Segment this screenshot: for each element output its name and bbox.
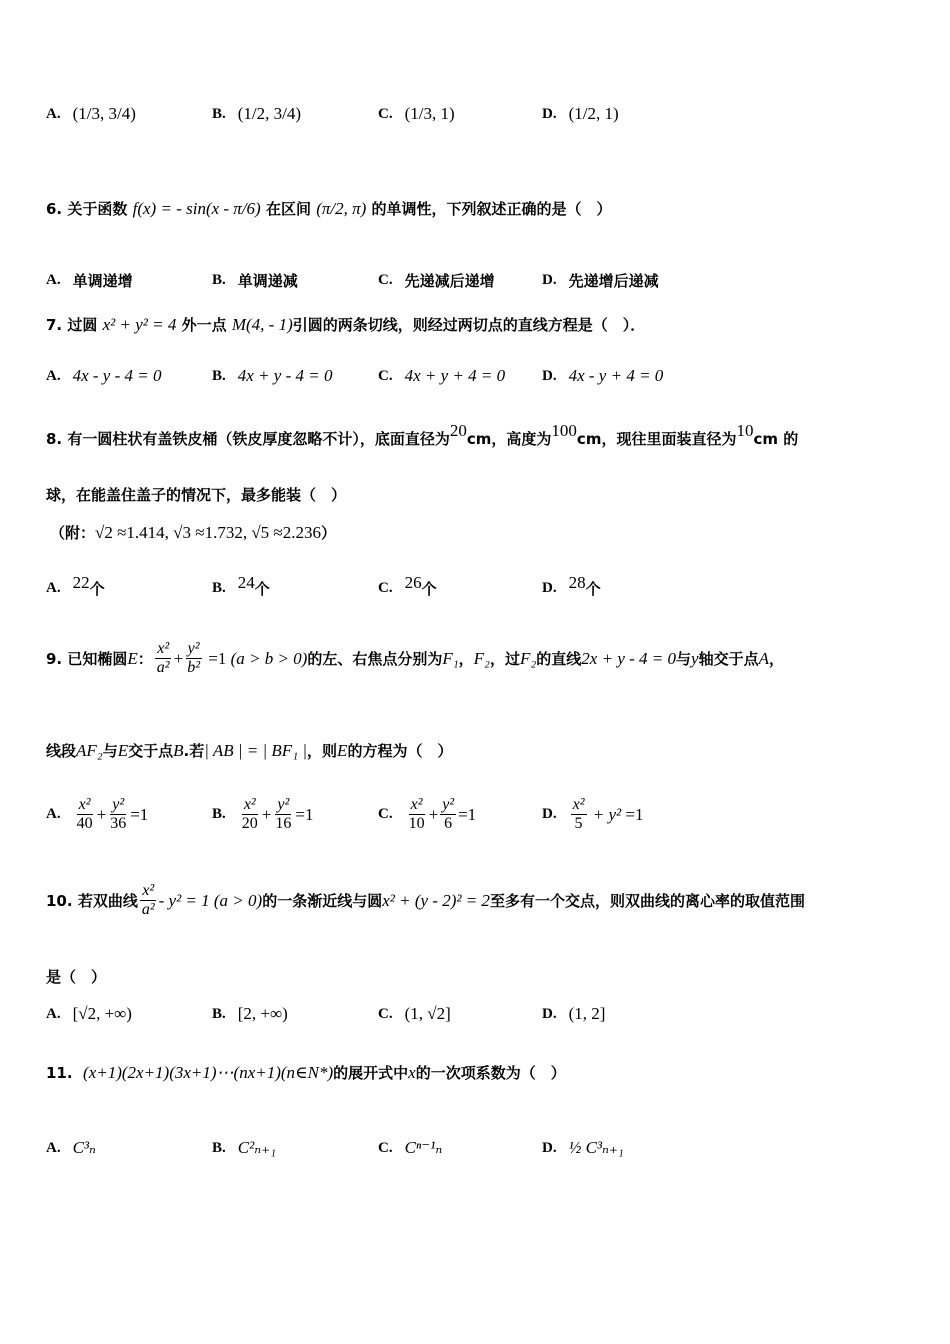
option-text: (1/3, 1) (404, 104, 455, 123)
q8-note-pre: （附： (50, 524, 96, 542)
question-11 (46, 1062, 566, 1083)
question-10 (46, 882, 805, 919)
q10-condition: - y² = 1 (a > 0) (158, 890, 263, 910)
option-frac-x: $\frac{\text{x²}}{5}$ (572, 796, 585, 832)
q9-text: ： (137, 650, 153, 668)
q8-text: cm，高度为 (466, 430, 552, 448)
q9-text: 线段 (46, 742, 77, 760)
q5-option-d (542, 104, 619, 124)
q9-text: 已知椭圆 (67, 650, 128, 668)
option-text: (1, √2] (404, 1004, 451, 1023)
q10-text: 至多有一个交点，则双曲线的离心率的取值范围 (489, 892, 805, 910)
q9-ellipse-name: E (117, 740, 129, 760)
option-denom-a: 40 (76, 815, 93, 832)
option-unit: 个 (89, 580, 105, 598)
q8-text: 球，在能盖住盖子的情况下，最多能装（ ） (46, 486, 347, 504)
option-text: 4x + y + 4 = 0 (404, 366, 506, 385)
q10-text: 若双曲线 (77, 892, 138, 910)
option-label: D. (542, 1005, 557, 1022)
option-label: D. (542, 105, 557, 122)
q9-condition: (a > b > 0) (230, 648, 308, 668)
option-text: 4x - y - 4 = 0 (72, 366, 162, 385)
question-8-line-2 (46, 484, 346, 505)
q9-a: A (758, 648, 769, 668)
option-label: D. (542, 1139, 557, 1156)
q9-text: 的直线 (536, 650, 582, 668)
option-label: C. (378, 105, 393, 122)
option-label: B. (212, 367, 226, 384)
question-10-line-2 (46, 966, 106, 987)
q8-ball-diameter: 10 (736, 420, 754, 440)
option-label: D. (542, 806, 557, 822)
option-text: 4x + y - 4 = 0 (237, 366, 333, 385)
q5-option-b (212, 104, 301, 124)
option-text: [√2, +∞) (72, 1004, 132, 1023)
option-label: C. (378, 1005, 393, 1022)
q11-option-c (378, 1138, 442, 1158)
option-label: C. (378, 580, 393, 596)
question-number: 11. (46, 1063, 73, 1082)
option-text: (1, 2] (568, 1004, 606, 1023)
option-text: [2, +∞) (237, 1004, 288, 1023)
option-text: Cⁿ⁻¹ₙ (404, 1138, 443, 1157)
q7-mid: 外一点 (181, 316, 227, 334)
q10-option-a (46, 1004, 132, 1024)
q9-text: ， (458, 650, 474, 668)
q11-option-d (542, 1138, 624, 1158)
q7-option-a (46, 366, 161, 386)
q11-x: x (408, 1062, 416, 1082)
q9-frac-y: $\frac{\text{y²}}{\text{b²}}$ (187, 640, 200, 676)
option-frac-y: $\frac{\text{y²}}{16}$ (275, 796, 292, 832)
option-label: B. (212, 272, 226, 288)
q7-point: M(4, - 1) (231, 314, 293, 334)
option-value: 28 (568, 572, 586, 592)
q10-option-c (378, 1004, 451, 1024)
q10-option-b (212, 1004, 288, 1024)
option-label: B. (212, 105, 226, 122)
q9-text: 轴交于点 (698, 650, 759, 668)
q9-text: .若 (183, 742, 205, 760)
q8-option-a (46, 572, 105, 599)
option-label: A. (46, 1139, 61, 1156)
q6-pre: 关于函数 (67, 200, 128, 218)
option-label: A. (46, 272, 61, 288)
option-label: A. (46, 580, 61, 596)
option-frac-y: $\frac{\text{y²}}{6}$ (442, 796, 455, 832)
question-9-line-2 (46, 740, 452, 761)
q6-option-d (542, 270, 659, 291)
question-7 (46, 314, 645, 335)
option-label: C. (378, 1139, 393, 1156)
q7-post: 引圆的两条切线，则经过两切点的直线方程是（ ）． (292, 316, 646, 334)
q8-height: 100 (551, 420, 577, 440)
q8-option-d (542, 572, 601, 599)
q9-text: 与 (102, 742, 118, 760)
q10-circle: x² + (y - 2)² = 2 (382, 890, 490, 910)
question-8-note (50, 522, 336, 543)
q9-option-d: D. $\frac{\text{x²}}{5}$ + y² =1 (542, 796, 644, 832)
q7-circle: x² + y² = 4 (102, 314, 177, 334)
option-value: 22 (72, 572, 90, 592)
option-denom-a: 5 (574, 815, 583, 832)
option-text: C²ₙ₊₁ (237, 1138, 276, 1157)
q8-text: cm 的 (753, 430, 799, 448)
q8-text: 有一圆柱状有盖铁皮桶（铁皮厚度忽略不计），底面直径为 (67, 430, 450, 448)
option-text: C³ₙ (72, 1138, 96, 1157)
option-denom-a: 10 (408, 815, 425, 832)
q9-condition-2: | AB | = | BF₁ | (204, 740, 308, 760)
q9-frac-x: $\frac{\text{x²}}{\text{a²}}$ (156, 640, 170, 676)
option-text: (1/2, 1) (568, 104, 619, 123)
q9-ellipse-name: E (337, 740, 348, 760)
q5-option-a (46, 104, 136, 124)
option-text: 单调递减 (237, 272, 298, 290)
option-frac-x: $\frac{\text{x²}}{20}$ (241, 796, 258, 832)
q9-option-b: B. $\frac{\text{x²}}{20}$ + $\frac{\text{y²}}{16}$ =1 (212, 796, 314, 832)
option-text: 4x - y + 4 = 0 (568, 366, 664, 385)
q9-text: ， (768, 650, 784, 668)
q8-note: √2 ≈1.414, √3 ≈1.732, √5 ≈2.236 (95, 522, 321, 542)
q9-text: 的左、右焦点分别为 (307, 650, 443, 668)
option-denom-a: 20 (241, 815, 258, 832)
option-text: (1/3, 3/4) (72, 104, 136, 123)
q7-pre: 过圆 (67, 316, 98, 334)
q11-expression: (x+1)(2x+1)(3x+1)⋯(nx+1)(n∈N*) (83, 1062, 334, 1082)
option-label: D. (542, 367, 557, 384)
q9-option-c: C. $\frac{\text{x²}}{10}$ + $\frac{\text{y²}}{6}$ =1 (378, 796, 477, 832)
option-unit: 个 (421, 580, 437, 598)
q9-f2: F₂ (519, 648, 537, 668)
option-value: 24 (237, 572, 255, 592)
option-unit: 个 (585, 580, 601, 598)
q8-option-c (378, 572, 437, 599)
option-label: C. (378, 272, 393, 288)
option-label: A. (46, 1005, 61, 1022)
question-number: 10. (46, 891, 73, 910)
q6-function: f(x) = - sin(x - π/6) (132, 198, 261, 218)
question-number: 7. (46, 315, 63, 334)
option-frac-x: $\frac{\text{x²}}{40}$ (76, 796, 93, 832)
q10-text: 的一条渐近线与圆 (262, 892, 383, 910)
option-label: B. (212, 1139, 226, 1156)
q7-option-c (378, 366, 505, 386)
option-label: B. (212, 806, 226, 822)
q9-y: y (691, 648, 699, 668)
q10-option-d (542, 1004, 605, 1024)
option-label: C. (378, 367, 393, 384)
option-label: A. (46, 806, 61, 822)
question-number: 6. (46, 199, 63, 218)
option-frac-y: $\frac{\text{y²}}{36}$ (110, 796, 127, 832)
question-8 (46, 420, 799, 449)
option-label: B. (212, 580, 226, 596)
q6-option-a (46, 270, 133, 291)
q7-option-d (542, 366, 663, 386)
option-value: 26 (404, 572, 422, 592)
q10-text: 是（ ） (46, 968, 107, 986)
option-frac-x: $\frac{\text{x²}}{10}$ (408, 796, 425, 832)
option-label: C. (378, 806, 393, 822)
q8-option-b (212, 572, 270, 599)
q6-post: 的单调性，下列叙述正确的是（ ） (371, 200, 612, 218)
option-label: D. (542, 580, 557, 596)
q9-text: ，则 (307, 742, 338, 760)
q6-option-c (378, 270, 495, 291)
q10-frac: $\frac{\text{x²}}{\text{a²}}$ (141, 882, 155, 918)
q8-text: cm，现往里面装直径为 (576, 430, 737, 448)
q6-option-b (212, 270, 298, 291)
q9-af2: AF₂ (76, 740, 103, 760)
option-denom-b: 36 (110, 815, 127, 832)
q9-option-a: A. $\frac{\text{x²}}{40}$ + $\frac{\text{y²}}{36}$ =1 (46, 796, 149, 832)
q9-text: ，过 (489, 650, 520, 668)
q7-option-b (212, 366, 332, 386)
option-label: A. (46, 367, 61, 384)
option-label: A. (46, 105, 61, 122)
question-6 (46, 198, 612, 219)
q6-interval: (π/2, π) (316, 198, 367, 218)
q8-diameter: 20 (449, 420, 467, 440)
q9-text: 与 (676, 650, 692, 668)
q9-ellipse-name: E (127, 648, 138, 668)
q5-option-c (378, 104, 455, 124)
q9-b: B (173, 740, 184, 760)
option-denom-b: 16 (275, 815, 292, 832)
q9-f2: F₂ (473, 648, 490, 668)
option-text: 先递增后递减 (568, 272, 659, 290)
q11-text: 的一次项系数为（ ） (415, 1064, 566, 1082)
q11-option-b (212, 1138, 276, 1158)
question-9: 9. 已知椭圆 E ： $\frac{\text{x²}}{\text{a²}}$ + $\frac{\text{y²}}{\text{b²}}$ =1 (a > b > 0) 的左、右焦点分别为 F₁ ， F₂ ，过 F₂ 的直线 2x + y - 4 = 0 与 y 轴交于点 A ， (46, 640, 784, 676)
q9-text: 交于点 (128, 742, 174, 760)
option-label: D. (542, 272, 557, 288)
option-text: ½ C³ₙ₊₁ (568, 1138, 624, 1157)
q6-mid: 在区间 (265, 200, 311, 218)
question-number: 8. (46, 429, 63, 448)
option-text: 单调递增 (72, 272, 133, 290)
option-unit: 个 (254, 580, 270, 598)
q11-text: 的展开式中 (333, 1064, 409, 1082)
q8-note-post: ） (321, 524, 337, 542)
option-denom-b: 6 (444, 815, 453, 832)
option-text: (1/2, 3/4) (237, 104, 302, 123)
q9-line: 2x + y - 4 = 0 (581, 648, 676, 668)
q9-text: 的方程为（ ） (347, 742, 453, 760)
option-label: B. (212, 1005, 226, 1022)
q9-f1: F₁ (442, 648, 459, 668)
q11-option-a (46, 1138, 96, 1158)
option-text: 先递减后递增 (404, 272, 495, 290)
question-number: 9. (46, 649, 63, 668)
